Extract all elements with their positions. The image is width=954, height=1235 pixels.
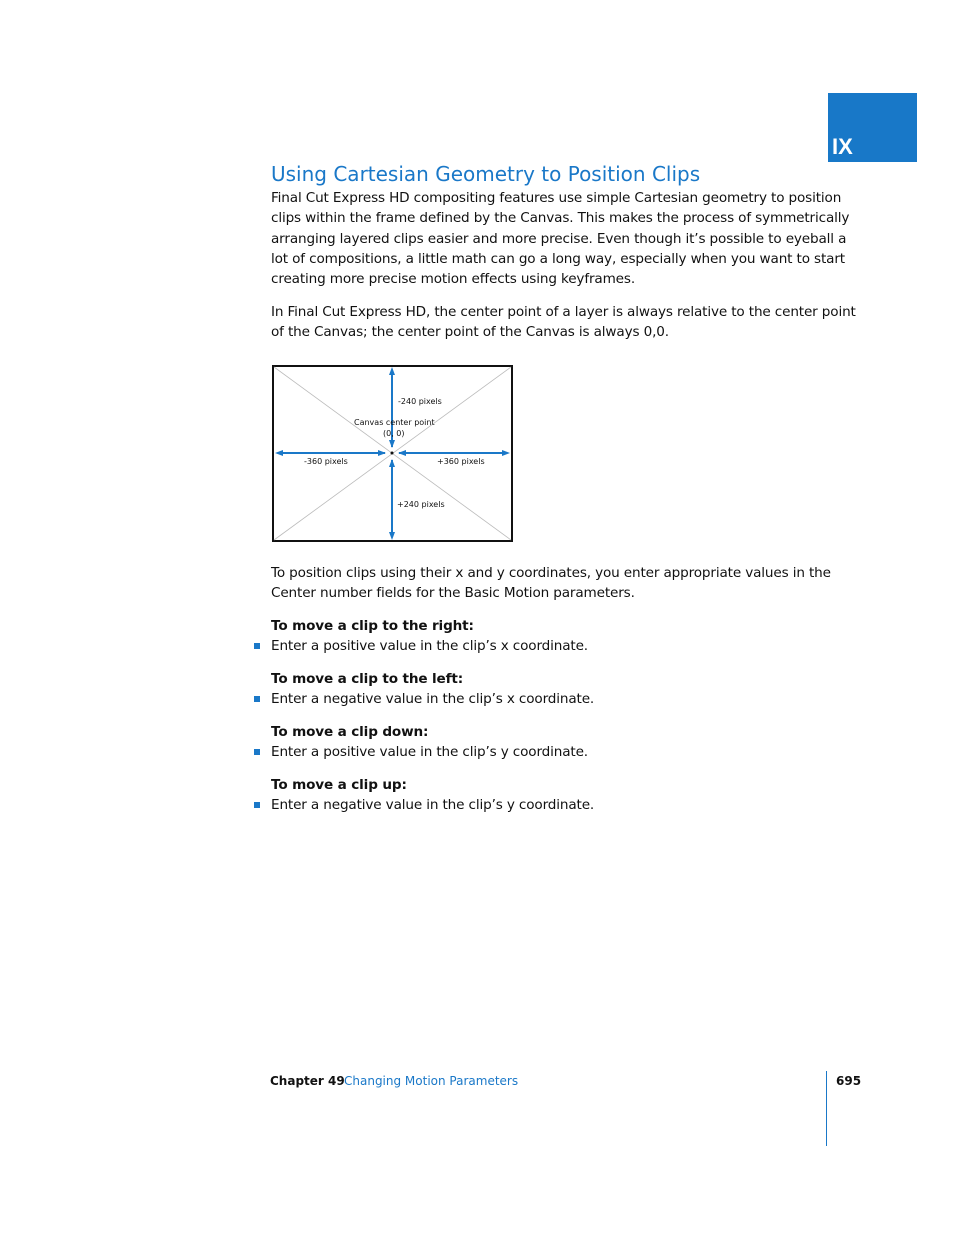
- bullet-icon: [254, 696, 260, 702]
- paragraph-line: Final Cut Express HD compositing features use simple Cartesian geometry to position: [271, 190, 842, 206]
- task-heading: To move a clip up:: [271, 777, 407, 793]
- paragraph-line: arranging layered clips easier and more precise. Even though it’s possible to eyeball a: [271, 231, 847, 247]
- task-step: Enter a negative value in the clip’s y coordinate.: [271, 797, 595, 813]
- label-center-coords: (0, 0): [383, 429, 405, 438]
- bullet-icon: [254, 643, 260, 649]
- label-left: -360 pixels: [304, 457, 348, 466]
- paragraph-line: creating more precise motion effects using keyframes.: [271, 271, 635, 287]
- label-top: -240 pixels: [398, 397, 442, 406]
- bullet-icon: [254, 749, 260, 755]
- label-right: +360 pixels: [437, 457, 485, 466]
- center-point: [391, 452, 394, 455]
- paragraph-line: of the Canvas; the center point of the Canvas is always 0,0.: [271, 324, 669, 340]
- task-step: Enter a positive value in the clip’s x coordinate.: [271, 638, 588, 654]
- label-center: Canvas center point: [354, 418, 435, 427]
- section-title: Using Cartesian Geometry to Position Clips: [271, 162, 701, 186]
- footer-chapter-title[interactable]: Changing Motion Parameters: [344, 1074, 519, 1088]
- paragraph-line: To position clips using their x and y coordinates, you enter appropriate values in the: [271, 565, 831, 581]
- bullet-icon: [254, 802, 260, 808]
- task-heading: To move a clip to the left:: [271, 671, 463, 687]
- paragraph-line: Center number fields for the Basic Motion parameters.: [271, 585, 635, 601]
- chapter-tab-label: IX: [832, 134, 853, 159]
- page-number: 695: [836, 1074, 862, 1088]
- footer-divider: [826, 1071, 827, 1146]
- task-step: Enter a positive value in the clip’s y coordinate.: [271, 744, 588, 760]
- paragraph-line: In Final Cut Express HD, the center point of a layer is always relative to the center point: [271, 304, 856, 320]
- task-heading: To move a clip down:: [271, 724, 429, 740]
- task-heading: To move a clip to the right:: [271, 618, 474, 634]
- task-step: Enter a negative value in the clip’s x coordinate.: [271, 691, 595, 707]
- paragraph-line: clips within the frame defined by the Canvas. This makes the process of symmetrically: [271, 210, 850, 226]
- footer-chapter: Chapter 49: [270, 1074, 345, 1088]
- paragraph-line: lot of compositions, a little math can go a long way, especially when you want to start: [271, 251, 845, 267]
- label-bottom: +240 pixels: [397, 500, 445, 509]
